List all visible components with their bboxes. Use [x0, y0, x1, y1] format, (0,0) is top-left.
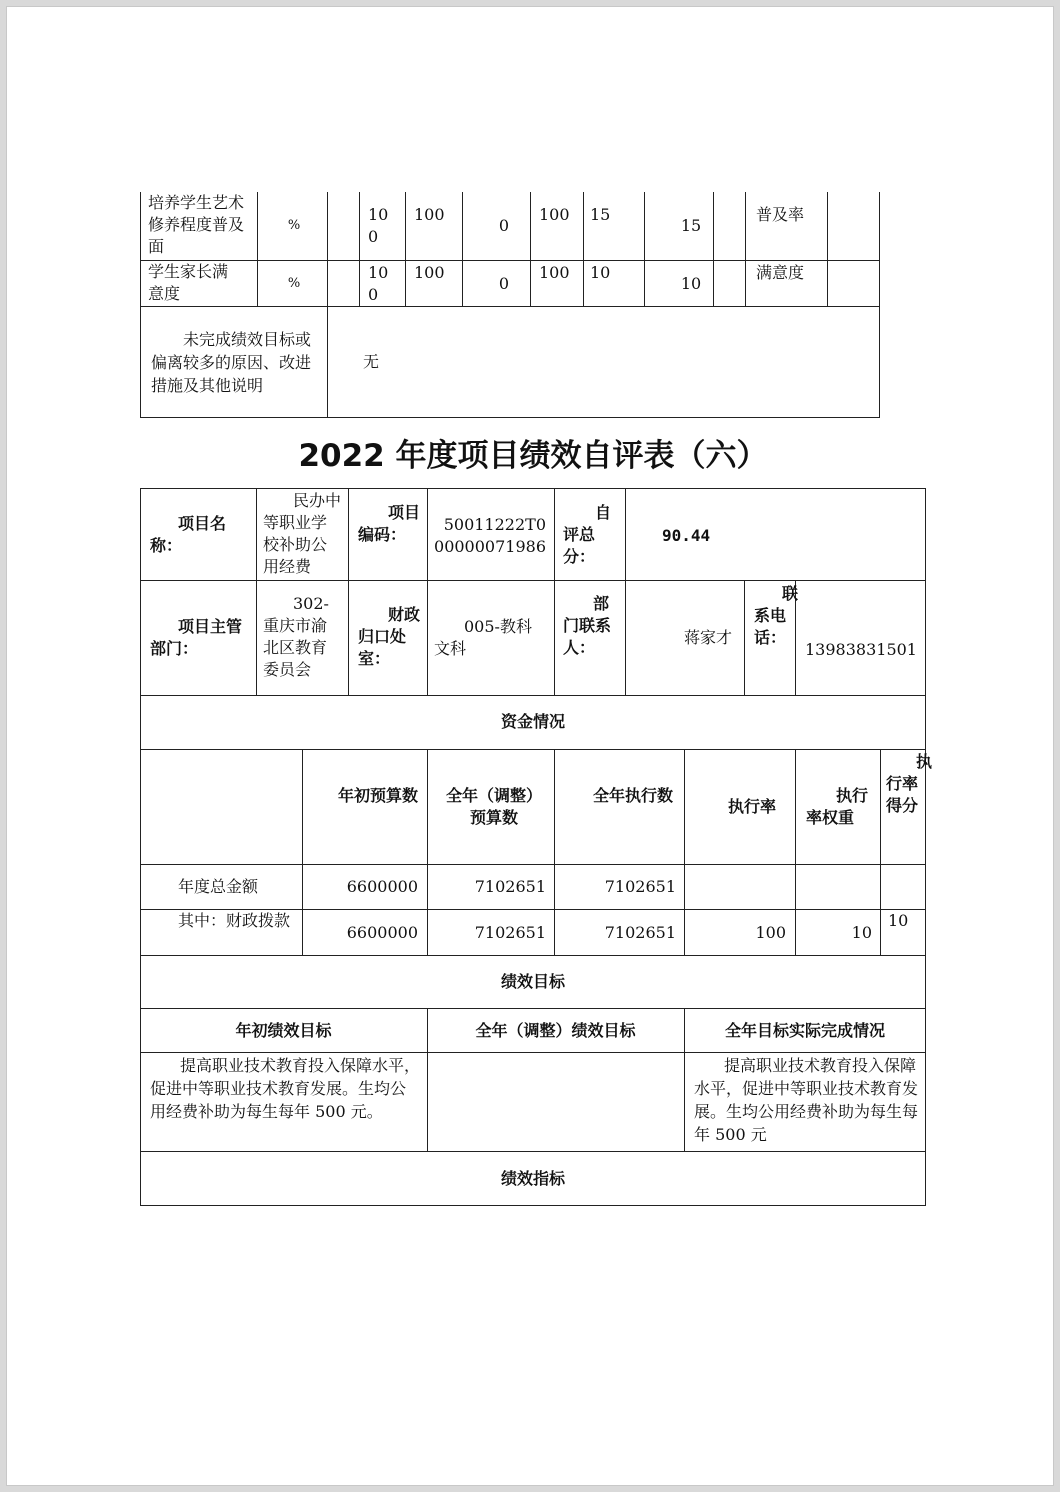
funds-row2-adjusted: 7102651 [474, 923, 546, 942]
funds-header-weight: 执行率权重 [806, 786, 869, 827]
funds-row2-label: 其中：财政拨款 [178, 911, 291, 930]
funds-row2-executed: 7102651 [604, 923, 676, 942]
self-score-value: 90.44 [662, 526, 711, 545]
row1-v6: 15 [680, 216, 702, 235]
project-code-label: 项目编码： [358, 503, 421, 544]
row2-v3: 0 [498, 274, 510, 293]
office-label: 财政归口处室： [358, 605, 421, 668]
funds-header-adjusted: 全年（调整）预算数 [445, 786, 542, 827]
funds-header-score: 执行率得分 [886, 752, 933, 815]
row2-unit: % [287, 276, 301, 291]
funds-header-initial: 年初预算数 [337, 786, 418, 805]
row2-v6: 10 [680, 274, 702, 293]
goals-header-actual: 全年目标实际完成情况 [724, 1021, 885, 1040]
funds-row1-executed: 7102651 [604, 877, 676, 896]
row2-name: 学生家长满意度 [148, 262, 229, 303]
reason-value: 无 [363, 352, 380, 371]
goals-section-title: 绩效目标 [500, 972, 565, 991]
dept-label: 项目主管部门： [150, 617, 243, 658]
goals-actual-text: 提高职业技术教育投入保障水平，促进中等职业技术教育发展。生均公用经费补助为每生每年 500 元 [694, 1056, 919, 1144]
goals-initial-text: 提高职业技术教育投入保障水平，促进中等职业技术教育发展。生均公用经费补助为每生每年 500 元。 [150, 1056, 421, 1121]
row1-unit: % [287, 218, 301, 233]
row2-v4: 100 [539, 263, 570, 282]
funds-row1-adjusted: 7102651 [474, 877, 546, 896]
funds-row1-initial: 6600000 [346, 877, 418, 896]
row1-v5: 15 [590, 205, 611, 224]
goals-header-adjusted: 全年（调整）绩效目标 [475, 1021, 636, 1040]
row2-v1: 100 [368, 263, 389, 304]
indicators-section-title: 绩效指标 [500, 1169, 565, 1188]
office-value: 005-教科文科 [434, 617, 532, 658]
funds-section-title: 资金情况 [500, 712, 565, 731]
row1-v3: 0 [498, 216, 510, 235]
row1-name: 培养学生艺术修养程度普及面 [148, 193, 245, 256]
page-title: 2022 年度项目绩效自评表（六） [298, 438, 768, 474]
project-code-value: 50011222T000000071986 [434, 515, 546, 556]
contact-label: 部门联系人： [563, 594, 612, 657]
goals-adjusted-text [436, 1054, 676, 1148]
project-name-value: 民办中等职业学校补助公用经费 [263, 491, 342, 576]
phone-label: 联系电话： [754, 584, 799, 647]
row1-v2: 100 [414, 205, 445, 224]
funds-row2-initial: 6600000 [346, 923, 418, 942]
row2-v5: 10 [590, 263, 611, 282]
reason-label: 未完成绩效目标或偏离较多的原因、改进措施及其他说明 [151, 330, 312, 395]
funds-row1-label: 年度总金额 [178, 877, 259, 896]
row1-note: 普及率 [755, 205, 804, 224]
row2-note: 满意度 [755, 263, 804, 282]
self-score-label: 自评总分： [563, 503, 612, 566]
row1-v1: 100 [368, 205, 389, 246]
contact-value: 蒋家才 [683, 628, 732, 647]
funds-row2-rate: 100 [755, 923, 786, 942]
funds-row2-weight: 10 [851, 923, 872, 942]
dept-value: 302-重庆市渝北区教育委员会 [263, 594, 329, 679]
funds-header-rate: 执行率 [727, 797, 776, 816]
project-name-label: 项目名称： [150, 514, 227, 555]
funds-row2-score: 10 [888, 911, 909, 930]
goals-header-initial: 年初绩效目标 [235, 1021, 332, 1040]
phone-value: 13983831501 [805, 640, 917, 659]
row1-v4: 100 [539, 205, 570, 224]
funds-header-executed: 全年执行数 [592, 786, 673, 805]
row2-v2: 100 [414, 263, 445, 282]
